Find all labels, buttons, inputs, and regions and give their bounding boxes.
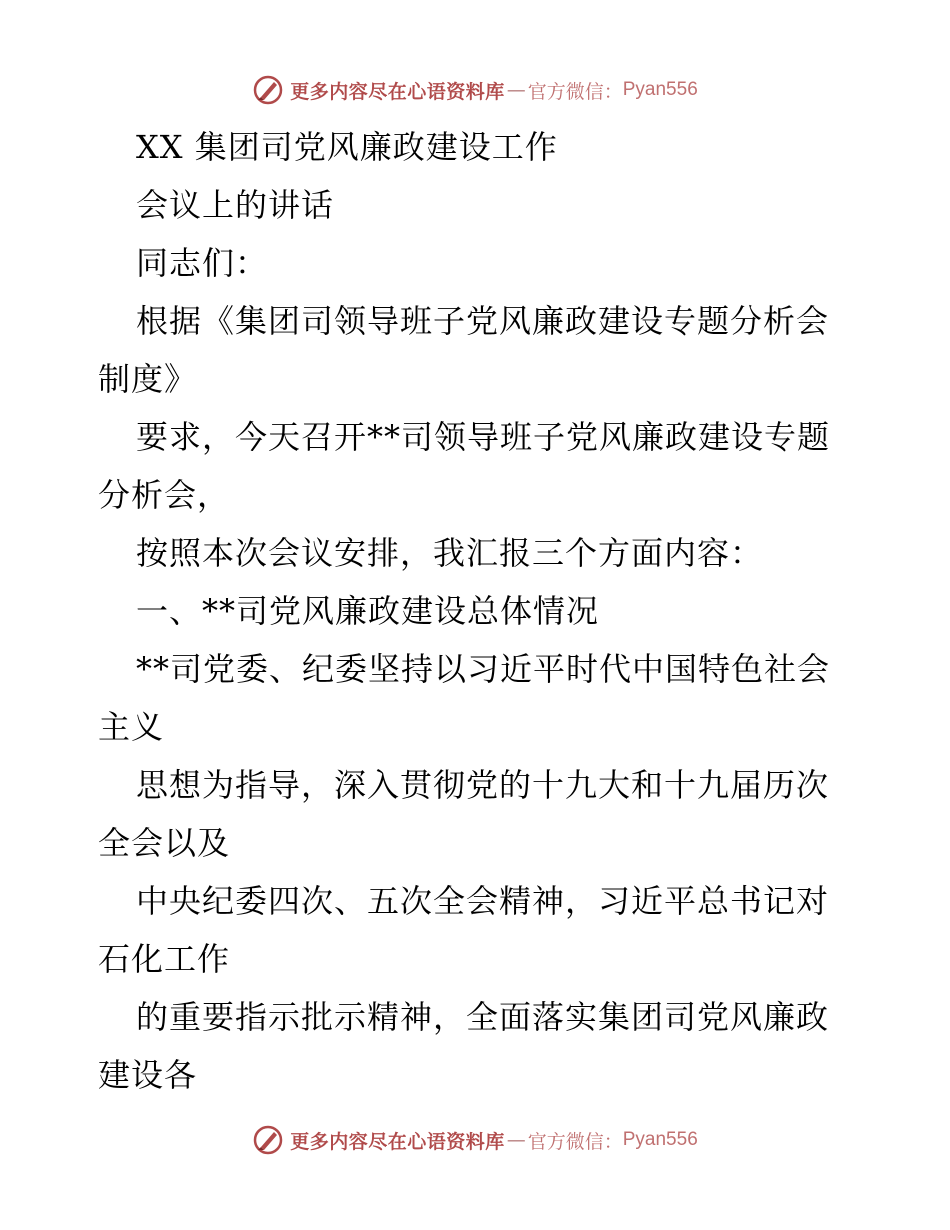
document-line: 一、**司党风廉政建设总体情况 [136, 592, 600, 630]
pen-logo-icon [252, 1124, 284, 1156]
document-line: 的重要指示批示精神，全面落实集团司党风廉政 [136, 998, 830, 1036]
watermark-official: 官方微信： [527, 80, 623, 103]
watermark-banner-bottom [0, 1120, 950, 1160]
document-body [98, 118, 868, 1104]
document-line: 石化工作 [98, 940, 231, 978]
document-line: 主义 [98, 708, 165, 746]
document-line: 根据《集团司领导班子党风廉政建设专题分析会 [136, 302, 830, 340]
watermark-text: 更多内容尽在心语资料库 [290, 1130, 505, 1153]
document-line: 同志们： [136, 244, 269, 282]
document-line: 全会以及 [98, 824, 231, 862]
document-line: 分析会， [98, 476, 231, 514]
document-line: 会议上的讲话 [136, 186, 335, 224]
document-line: 建设各 [98, 1056, 198, 1094]
document-line: XX 集团司党风廉政建设工作 [136, 128, 558, 166]
watermark-banner-top [0, 70, 950, 110]
watermark-dash: — [506, 79, 526, 101]
document-line: 按照本次会议安排，我汇报三个方面内容： [136, 534, 764, 572]
watermark-text: 更多内容尽在心语资料库 [290, 80, 505, 103]
document-line: 要求，今天召开**司领导班子党风廉政建设专题 [136, 418, 831, 456]
watermark-id: Pyan556 [622, 79, 698, 100]
watermark-id: Pyan556 [622, 1129, 698, 1150]
watermark-official: 官方微信： [527, 1130, 623, 1153]
document-line: 制度》 [98, 360, 198, 398]
document-line: 中央纪委四次、五次全会精神，习近平总书记对 [136, 882, 830, 920]
document-line: **司党委、纪委坚持以习近平时代中国特色社会 [136, 650, 831, 688]
pen-logo-icon [252, 74, 284, 106]
document-line: 思想为指导，深入贯彻党的十九大和十九届历次 [136, 766, 830, 804]
watermark-dash: — [506, 1129, 526, 1151]
